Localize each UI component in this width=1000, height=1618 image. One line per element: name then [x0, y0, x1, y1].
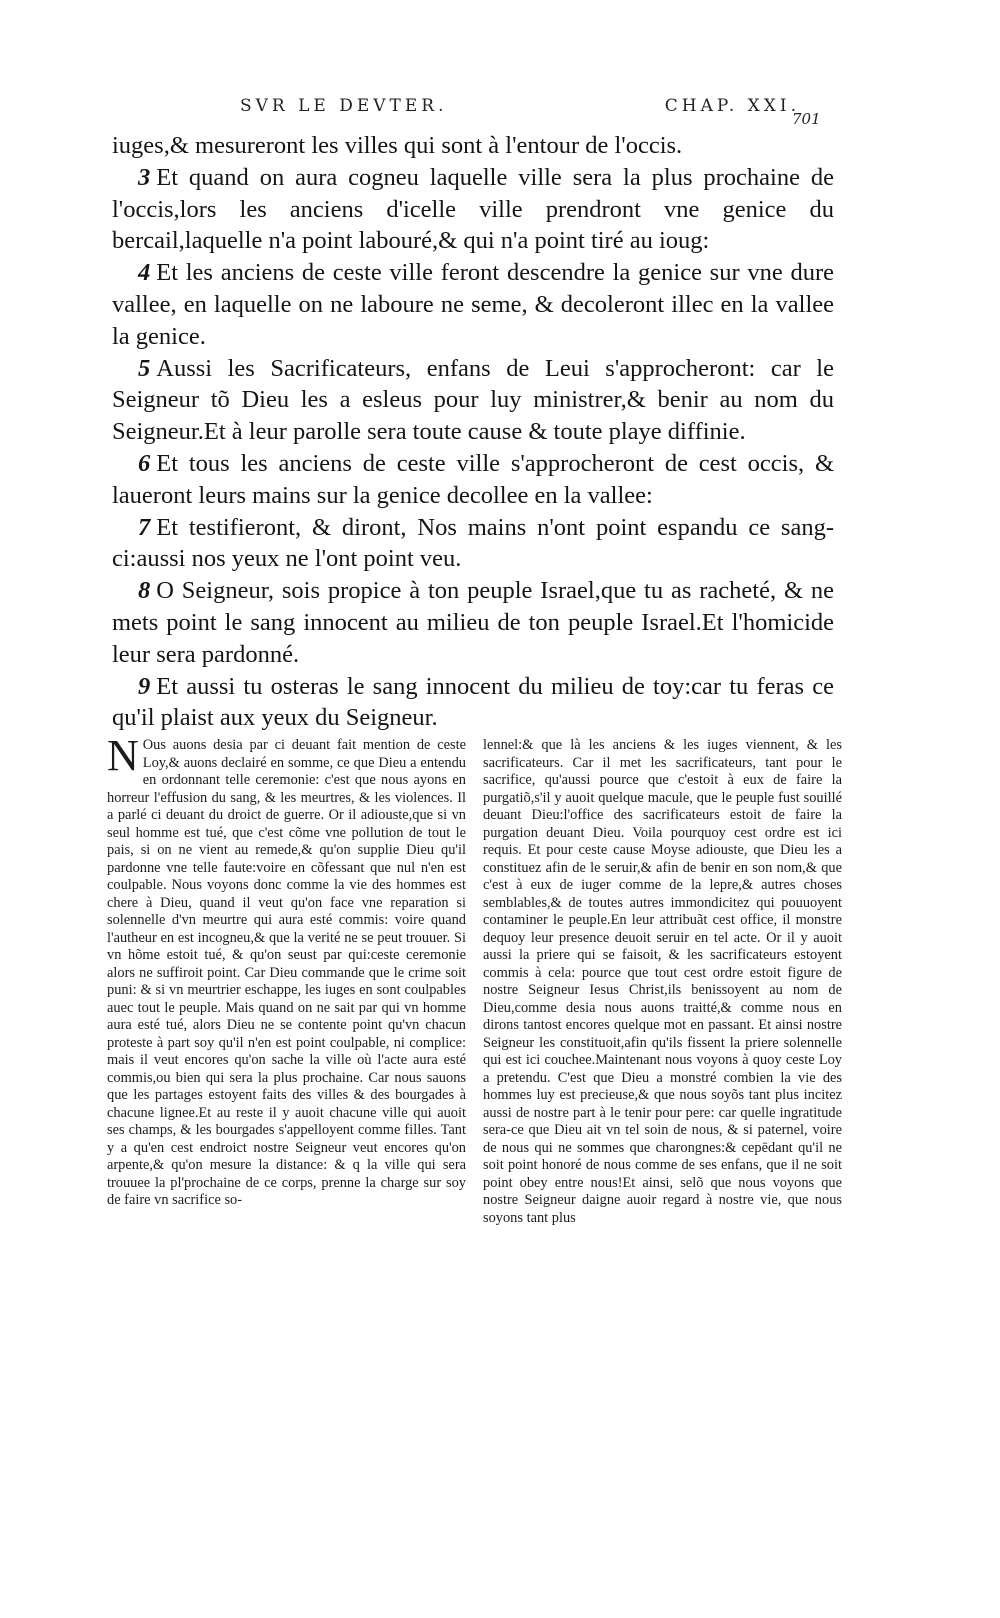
commentary-right-column	[483, 737, 842, 1227]
verse-number: 7	[138, 513, 151, 541]
verse-7	[112, 512, 834, 576]
verse-number: 6	[138, 449, 151, 477]
verse-9	[112, 671, 834, 735]
verse-number: 4	[138, 259, 151, 287]
commentary-text: Ous auons desia par ci deuant fait mention de ceste Loy,& auons declairé en somme, ce que Dieu a entendu en ordonnant telle ceremonie: c'est que nous ayons en horreur l'effusion du sang, & les meurtres, & les violences. Il a parlé ci deuant du droict de guerre. Or il adiouste,que si vn seul homme est tué, que c'est cõme vne pollution de tout le pais, si on ne vient au remede,& qu'on supplie Dieu qu'il pardonne vne telle faute:voire en cõfessant que nul n'en est coulpable. Nous voyons donc comme la vie des hommes est chere à Dieu, quand il veut qu'on face vne reparation si solennelle d'vn meurtre qui aura esté commis: voire quand l'autheur en est incogneu,& que la verité ne se peut trouuer. Si vn hõme estoit tué, & qu'on seust par qui:ceste ceremonie alors ne suffiroit point. Car Dieu commande que le crime soit puni: & si vn meurtrier eschappe, les iuges en sont coulpables auec tout le peuple. Mais quand on ne sait par qui vn homme aura esté tué, alors Dieu ne se contente point qu'vn chacun proteste à part soy qu'il n'en est point coulpable, ni complice: mais il veut encores qu'on sache la ville où l'acte aura esté commis,ou bien qui sera la plus prochaine. Car nous sauons que les partages estoyent faits des villes & des bourgades à chacune lignee.Et au reste il y auoit chacune ville qui auoit ses champs, & les bourgades s'appelloyent comme filles. Tant y a qu'en cest endroict nostre Seigneur veut encores qu'on arpente,& qu'on mesure la distance: & q la ville qui sera trouuee la pl'prochaine de ce corps, prenne la charge sur soy de faire vn sacrifice so-	[107, 737, 466, 1208]
page-number: 701	[792, 110, 821, 128]
verse-text: O Seigneur, sois propice à ton peuple Israel,que tu as racheté, & ne mets point le sang innocent au milieu de ton peuple Israel.Et l'homicide leur sera pardonné.	[112, 577, 834, 668]
verse-4	[112, 257, 834, 352]
commentary	[107, 731, 842, 1227]
commentary-text: lennel:& que là les anciens & les iuges viennent, & les sacrificateurs. Car il met les sacrificateurs, tant pour le sacrifice, qu'aussi pource que c'estoit à eux de faire la purgatiõ,s'il y auoit quelque macule, que le peuple fust souillé deuant Dieu:l'office des sacrificateurs estoit de faire la purgation deuant Dieu. Voila pourquoy cest ordre est ici requis. Et pour ceste cause Moyse adiouste, que Dieu les a constituez afin de le seruir,& afin de benir en son nom,& que c'est à eux de iuger comme de la lepre,& autres choses semblables,& de toutes autres immondicitez qui pouuoyent contaminer le peuple.En leur attribuãt cest office, il monstre dequoy leur presence deuoit seruir en tel acte. Or il y auoit aussi la priere qui se faisoit, & les sacrificateurs estoyent commis à cela: pource que tout cest ordre estoit figure de nostre Seigneur Iesus Christ,ils benissoyent au nom de Dieu,comme desia nous auons traitté,& comme nous en dirons tantost encores quelque mot en passant. Et ainsi nostre Seigneur les constituoit,afin qu'ils fissent la priere solennelle qui est ici couchee.Maintenant nous voyons à quoy ceste Loy a pretendu. C'est que Dieu a monstré combien la vie des hommes luy est precieuse,& que nous soyõs tant plus incitez aussi de nostre part à le tenir pour pere: car quelle ingratitude sera-ce que Dieu ait vn tel soin de nous, & si paternel, voire de nous qui ne sommes que charongnes:& cepēdant qu'il ne soit point honoré de nous comme de ses enfans, que il ne soit point obey entre nous!Et ainsi, selõ que nous voyons que nostre Seigneur daigne auoir regard à nostre vie, que nous soyons tant plus	[483, 737, 842, 1226]
commentary-paragraph	[483, 737, 842, 1227]
verse-text: Et tous les anciens de ceste ville s'approcheront de cest occis, & laueront leurs mains sur la genice decollee en la vallee:	[112, 449, 834, 509]
verse-3	[112, 162, 834, 257]
verse-number: 5	[138, 354, 151, 382]
verse-5	[112, 353, 834, 448]
verse-number: 9	[138, 672, 151, 700]
running-head-chapter: CHAP. XXI.	[664, 96, 800, 116]
verse-text: Et les anciens de ceste ville feront descendre la genice sur vne dure vallee, en laquelle on ne laboure ne seme, & decoleront illec en la vallee la genice.	[112, 259, 834, 350]
verse-8	[112, 575, 834, 670]
commentary-left-column	[107, 731, 466, 1227]
verse-6	[112, 448, 834, 512]
commentary-paragraph	[107, 731, 466, 1210]
verse-text: Aussi les Sacrificateurs, enfans de Leui s'approcheront: car le Seigneur tõ Dieu les a esleus pour luy ministrer,& benir au nom du Seigneur.Et à leur parolle sera toute cause & toute playe diffinie.	[112, 354, 834, 446]
verse-text: Et aussi tu osteras le sang innocent du milieu de toy:car tu feras ce qu'il plaist aux yeux du Seigneur.	[112, 672, 834, 732]
verse-number: 8	[138, 577, 151, 605]
running-head	[240, 96, 800, 116]
verse-text: Et testifieront, & diront, Nos mains n'ont point espandu ce sang-ci:aussi nos yeux ne l'ont point veu.	[112, 513, 834, 573]
verse-number: 3	[138, 163, 151, 191]
scripture-text	[112, 130, 834, 734]
drop-cap: N	[107, 731, 139, 780]
verse-text: iuges,& mesureront les villes qui sont à l'entour de l'occis.	[112, 132, 683, 159]
verse-continuation	[112, 130, 834, 162]
verse-text: Et quand on aura cogneu laquelle ville sera la plus prochaine de l'occis,lors les anciens d'icelle ville prendront vne genice du bercail,laquelle n'a point labouré,& qui n'a point tiré au ioug:	[112, 163, 834, 255]
running-head-book: SVR LE DEVTER.	[240, 96, 448, 116]
